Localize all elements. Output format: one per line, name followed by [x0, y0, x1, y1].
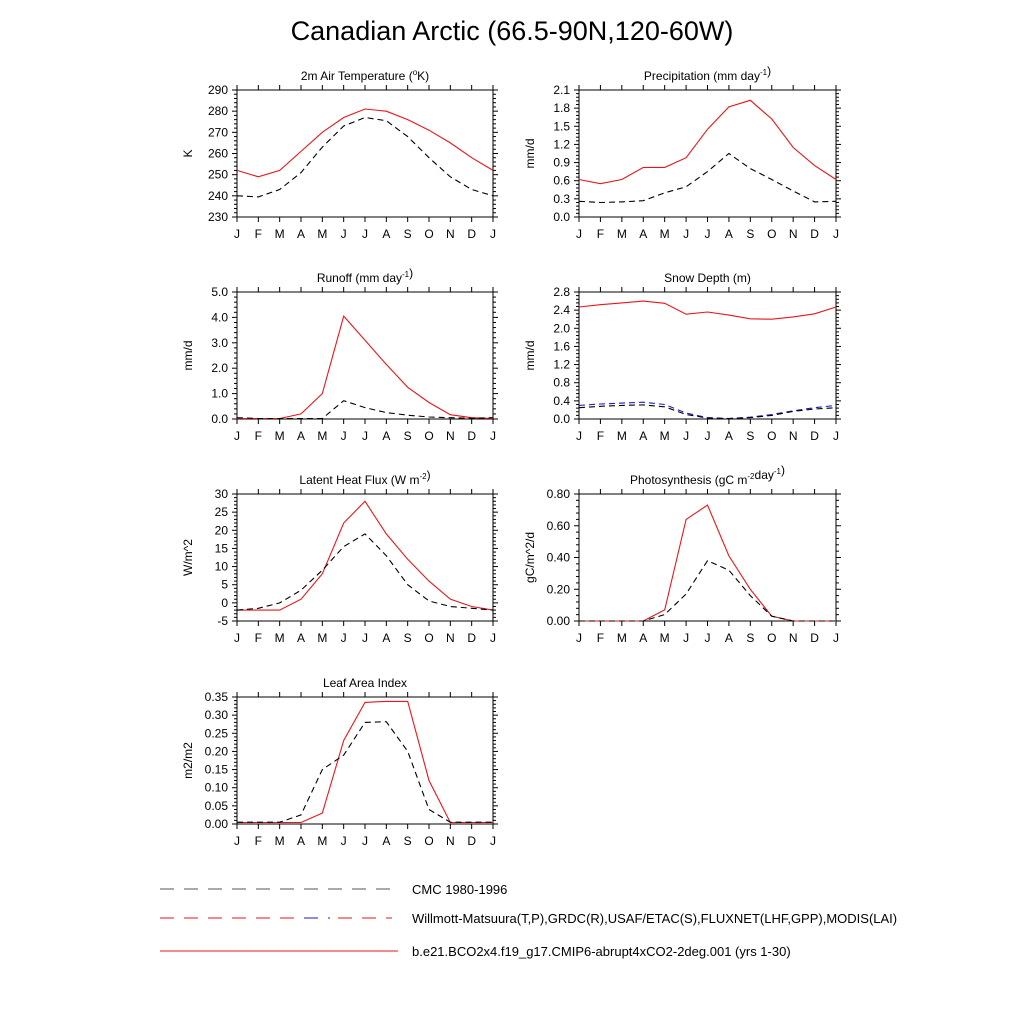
y-tick-label: 10 [214, 559, 228, 574]
x-tick-label: J [833, 227, 839, 241]
x-tick-label: M [274, 227, 285, 241]
y-tick-label: 25 [214, 505, 228, 520]
y-tick-label: 1.5 [553, 119, 570, 134]
y-tick-label: 1.2 [553, 357, 570, 372]
series-model [237, 316, 493, 418]
panel-2 [523, 64, 841, 241]
x-tick-label: D [467, 834, 477, 848]
y-tick-label: 0.9 [553, 155, 570, 170]
panel-3 [181, 266, 498, 443]
x-tick-label: S [746, 227, 755, 241]
x-tick-label: D [810, 631, 819, 645]
x-tick-label: J [683, 227, 690, 241]
panel-1 [181, 68, 498, 241]
y-tick-label: 0.20 [546, 582, 570, 597]
x-tick-label: J [704, 429, 711, 443]
series-obs [579, 405, 836, 419]
unit-exponent: -2 [419, 472, 427, 481]
x-tick-label: M [659, 631, 670, 645]
x-tick-label: J [683, 631, 690, 645]
x-tick-label: M [317, 631, 328, 645]
x-tick-label: J [490, 834, 496, 848]
unit-text: ) [781, 463, 785, 477]
x-tick-label: J [576, 631, 582, 645]
unit-text: mm day [717, 69, 760, 83]
y-tick-label: 280 [207, 104, 228, 119]
legend-label: b.e21.BCO2x4.f19_g17.CMIP6-abrupt4xCO2-2deg.001 (yrs 1-30) [412, 944, 791, 959]
x-tick-label: M [616, 227, 627, 241]
y-tick-label: 0.40 [546, 550, 570, 565]
y-tick-label: 5.0 [211, 285, 228, 299]
y-tick-label: -5 [217, 614, 228, 628]
series-model [579, 301, 836, 319]
unit-text: ) [426, 468, 431, 482]
x-tick-label: O [767, 631, 777, 645]
x-tick-label: J [362, 429, 368, 443]
legend [160, 882, 897, 959]
legend-item [160, 882, 507, 897]
y-tick-label: 0.30 [204, 708, 228, 723]
panel-frame [579, 90, 836, 217]
y-axis-label: mm/d [181, 340, 195, 371]
panel-title: Snow Depth (m) [664, 271, 751, 285]
x-tick-label: M [616, 429, 627, 443]
legend-item [160, 944, 791, 959]
y-axis-label: m2/m2 [181, 742, 195, 779]
legend-label: CMC 1980-1996 [412, 882, 508, 897]
panel-title-unit: ( [355, 271, 360, 285]
y-tick-label: 0.6 [553, 173, 570, 188]
x-tick-label: N [445, 429, 455, 443]
x-tick-label: N [445, 631, 455, 645]
x-tick-label: O [424, 227, 434, 241]
x-tick-label: O [424, 834, 434, 848]
panel-title-unit: ( [714, 473, 719, 487]
unit-text: day [754, 468, 774, 482]
panel-frame [579, 494, 836, 621]
x-tick-label: F [596, 429, 605, 443]
y-tick-label: 0.80 [546, 487, 570, 501]
unit-exponent: -1 [773, 467, 781, 476]
x-tick-label: J [340, 429, 347, 443]
panel-title-unit: ( [408, 69, 413, 83]
x-tick-label: J [340, 631, 347, 645]
panel-title-unit: ( [732, 271, 737, 285]
unit-text: mm day [359, 271, 403, 285]
series-obs [579, 561, 836, 621]
y-tick-label: 2.8 [553, 285, 570, 299]
x-tick-label: A [296, 227, 306, 241]
y-tick-label: 0.0 [211, 412, 228, 426]
x-tick-label: J [340, 227, 347, 241]
y-tick-label: 20 [214, 523, 228, 538]
x-tick-label: A [382, 834, 391, 848]
unit-text: W m [394, 473, 420, 487]
y-tick-label: 0.00 [204, 817, 228, 831]
panel-6 [523, 463, 841, 645]
y-tick-label: 0.3 [553, 191, 570, 206]
panel-frame [237, 697, 493, 824]
y-tick-label: 0.20 [204, 744, 228, 759]
x-tick-label: F [596, 227, 605, 241]
x-tick-label: A [382, 429, 391, 443]
x-tick-label: J [833, 429, 839, 443]
x-tick-label: S [403, 227, 412, 241]
y-tick-label: 3.0 [211, 335, 228, 350]
x-tick-label: D [467, 227, 477, 241]
x-tick-label: M [274, 429, 285, 443]
x-tick-label: S [403, 631, 412, 645]
x-tick-label: A [296, 429, 306, 443]
x-tick-label: M [317, 227, 328, 241]
y-tick-label: 2.0 [553, 321, 570, 336]
panel-5 [181, 468, 498, 645]
y-tick-label: 2.1 [553, 83, 570, 97]
unit-text: gC m [718, 473, 748, 487]
y-tick-label: 240 [207, 188, 228, 203]
y-tick-label: 0.60 [546, 518, 570, 533]
y-axis-label: K [181, 149, 195, 158]
y-tick-label: 0.25 [204, 726, 228, 741]
x-tick-label: N [788, 429, 798, 443]
y-tick-label: 1.8 [553, 101, 570, 116]
panel-4 [523, 271, 841, 443]
series-model [237, 109, 493, 177]
legend-label: Willmott-Matsuura(T,P),GRDC(R),USAF/ETAC(S),FLUXNET(LHF,GPP),MODIS(LAI) [412, 911, 898, 926]
y-tick-label: 270 [207, 125, 228, 140]
y-tick-label: 2.0 [211, 361, 228, 376]
y-tick-label: 1.2 [553, 137, 570, 152]
degree-sup: o [412, 68, 418, 77]
unit-text: m [736, 271, 747, 285]
y-tick-label: 1.6 [553, 339, 570, 354]
legend-item [160, 911, 897, 926]
x-tick-label: F [254, 631, 263, 645]
y-tick-label: 0 [221, 595, 228, 610]
y-tick-label: 4.0 [211, 310, 228, 325]
x-tick-label: J [234, 834, 240, 848]
x-tick-label: O [424, 631, 434, 645]
y-tick-label: 260 [207, 146, 228, 161]
y-tick-label: 0.8 [553, 375, 570, 390]
y-tick-label: 5 [221, 577, 228, 592]
x-tick-label: J [234, 631, 240, 645]
x-tick-label: A [382, 631, 391, 645]
x-tick-label: J [490, 429, 496, 443]
y-tick-label: 0.15 [204, 762, 228, 777]
panel-title: Precipitation (mm day$^{-1}$) [643, 64, 772, 83]
x-tick-label: M [659, 429, 670, 443]
y-axis-label: mm/d [523, 138, 537, 169]
series-obs [579, 154, 836, 203]
y-tick-label: 250 [207, 167, 228, 182]
x-tick-label: J [234, 227, 240, 241]
x-tick-label: F [254, 834, 263, 848]
unit-exponent: -2 [747, 472, 755, 481]
series-obs [237, 118, 493, 197]
unit-exponent: -1 [759, 68, 768, 77]
y-tick-label: 0.00 [546, 614, 570, 628]
series-obs [237, 722, 493, 823]
x-tick-label: J [340, 834, 347, 848]
x-tick-label: F [254, 429, 263, 443]
panel-title: Latent Heat Flux (W $m^{-2}$) [299, 468, 431, 487]
x-tick-label: J [576, 227, 582, 241]
x-tick-label: S [746, 429, 755, 443]
y-tick-label: 0.4 [553, 393, 570, 408]
y-tick-label: 2.4 [553, 303, 570, 318]
y-tick-label: 0.05 [204, 798, 228, 813]
x-tick-label: J [704, 631, 711, 645]
panel-frame [237, 494, 493, 621]
series-model [237, 701, 493, 822]
y-axis-label: gC/m^2/d [523, 532, 537, 583]
x-tick-label: A [724, 227, 733, 241]
unit-text: ) [767, 64, 772, 78]
x-tick-label: A [296, 834, 306, 848]
panel-title-unit: ( [390, 473, 395, 487]
y-tick-label: 290 [207, 83, 228, 97]
unit-text: ) [746, 271, 751, 285]
x-tick-label: N [788, 631, 798, 645]
x-tick-label: A [382, 227, 391, 241]
x-tick-label: D [810, 227, 819, 241]
unit-exponent: -1 [402, 270, 410, 279]
x-tick-label: M [274, 834, 285, 848]
y-tick-label: 15 [214, 541, 228, 556]
x-tick-label: J [833, 631, 839, 645]
y-tick-label: 0.35 [204, 690, 228, 704]
series-model [237, 501, 493, 610]
panel-title: Leaf Area Index [322, 676, 408, 690]
x-tick-label: O [767, 429, 777, 443]
x-tick-label: J [234, 429, 240, 443]
panel-title: 2m Air Temperature ($^o$K) [300, 68, 430, 83]
panel-title: Runoff (mm day$^{-1}$) [316, 266, 414, 285]
y-tick-label: 0.0 [553, 210, 570, 224]
x-tick-label: J [704, 227, 711, 241]
panel-7 [181, 676, 498, 848]
y-axis-label: W/m^2 [181, 539, 195, 576]
x-tick-label: S [403, 834, 412, 848]
x-tick-label: J [683, 429, 690, 443]
x-tick-label: F [596, 631, 605, 645]
x-tick-label: D [467, 429, 477, 443]
x-tick-label: M [274, 631, 285, 645]
x-tick-label: F [254, 227, 263, 241]
x-tick-label: J [490, 631, 496, 645]
x-tick-label: A [296, 631, 306, 645]
panel-title-unit: ( [713, 69, 718, 83]
x-tick-label: N [788, 227, 798, 241]
x-tick-label: M [317, 429, 328, 443]
y-tick-label: 0.10 [204, 780, 228, 795]
x-tick-label: J [490, 227, 496, 241]
x-tick-label: M [317, 834, 328, 848]
x-tick-label: A [639, 227, 648, 241]
x-tick-label: A [639, 631, 648, 645]
panel-title: Photosynthesis (gC $m^{-2}day^{-1}$) [630, 463, 785, 487]
unit-text: ) [409, 266, 414, 280]
x-tick-label: M [659, 227, 670, 241]
x-tick-label: M [616, 631, 627, 645]
y-tick-label: 30 [214, 487, 228, 501]
x-tick-label: O [767, 227, 777, 241]
x-tick-label: N [445, 227, 455, 241]
x-tick-label: D [467, 631, 477, 645]
y-tick-label: 0.0 [553, 412, 570, 426]
x-tick-label: A [724, 429, 733, 443]
y-tick-label: 1.0 [211, 386, 228, 401]
x-tick-label: J [576, 429, 582, 443]
figure-title: Canadian Arctic (66.5-90N,120-60W) [290, 16, 734, 46]
unit-text: K) [417, 69, 430, 83]
x-tick-label: A [724, 631, 733, 645]
y-axis-label: mm/d [523, 340, 537, 371]
x-tick-label: J [362, 227, 368, 241]
x-tick-label: J [362, 834, 368, 848]
x-tick-label: A [639, 429, 648, 443]
x-tick-label: N [445, 834, 455, 848]
panel-frame [579, 292, 836, 419]
series-model [579, 505, 836, 621]
x-tick-label: S [746, 631, 755, 645]
series-obs [237, 534, 493, 610]
x-tick-label: O [424, 429, 434, 443]
y-tick-label: 230 [207, 210, 228, 224]
x-tick-label: D [810, 429, 819, 443]
x-tick-label: S [403, 429, 412, 443]
x-tick-label: J [362, 631, 368, 645]
panel-frame [237, 292, 493, 419]
